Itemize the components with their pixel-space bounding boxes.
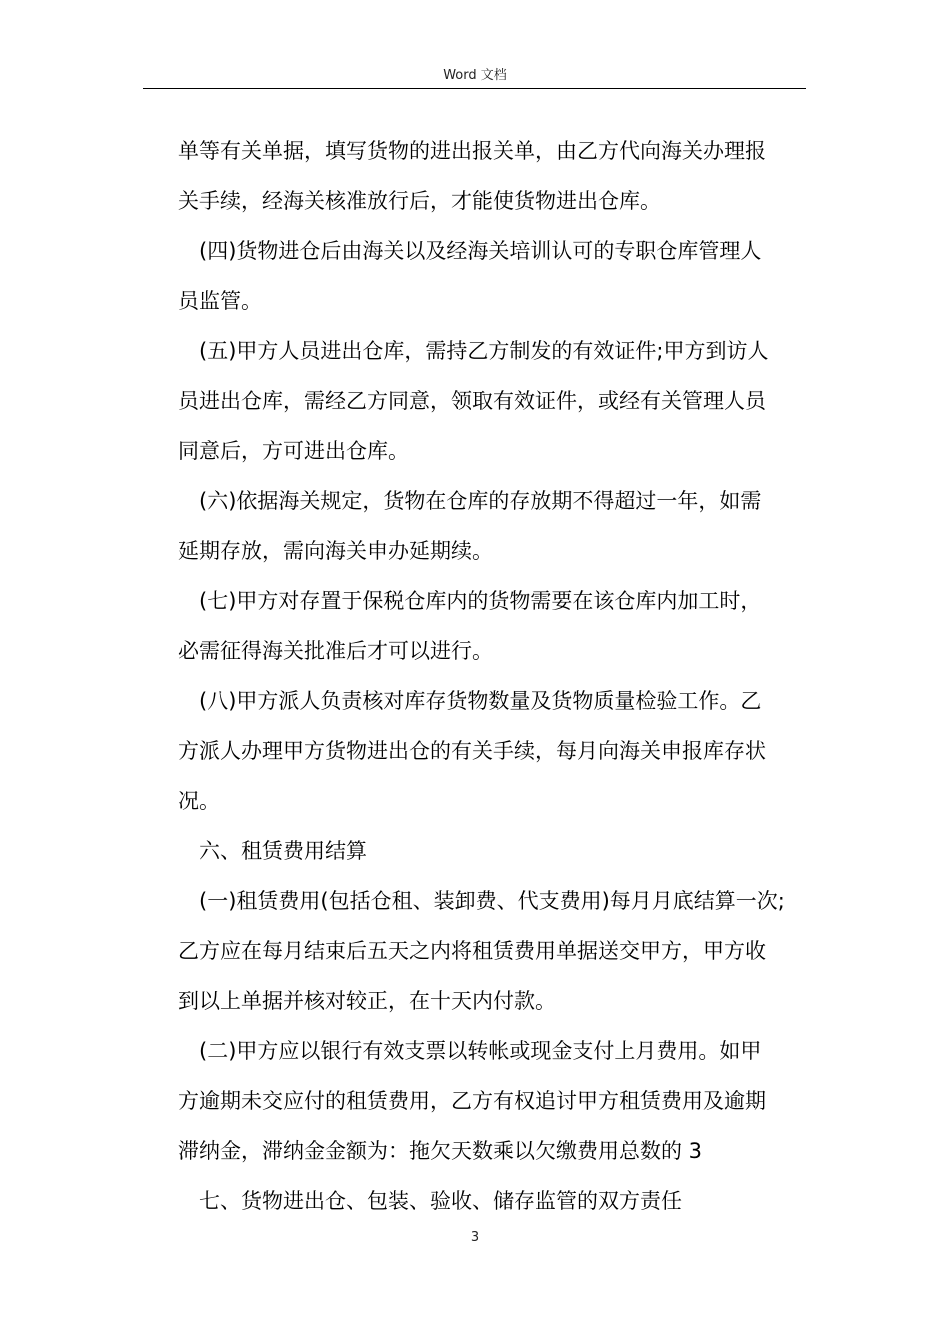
text-line: 延期存放，需向海关申办延期续。	[178, 539, 493, 563]
text-line: (一)租赁费用(包括仓租、装卸费、代支费用)每月月底结算一次;	[199, 889, 785, 913]
text-line: 方派人办理甲方货物进出仓的有关手续，每月向海关申报库存状	[178, 739, 766, 763]
text-line: (四)货物进仓后由海关以及经海关培训认可的专职仓库管理人	[199, 239, 762, 263]
text-line: (八)甲方派人负责核对库存货物数量及货物质量检验工作。乙	[199, 689, 762, 713]
text-line: 滞纳金，滞纳金金额为：拖欠天数乘以欠缴费用总数的 3	[178, 1139, 703, 1163]
document-body	[178, 126, 818, 1226]
text-line: 必需征得海关批准后才可以进行。	[178, 639, 493, 663]
text-line: 同意后，方可进出仓库。	[178, 439, 409, 463]
section-heading: 六、租赁费用结算	[199, 839, 367, 863]
text-line: 方逾期未交应付的租赁费用，乙方有权追讨甲方租赁费用及逾期	[178, 1089, 766, 1113]
text-line: 到以上单据并核对较正，在十天内付款。	[178, 989, 556, 1013]
text-line: (二)甲方应以银行有效支票以转帐或现金支付上月费用。如甲	[199, 1039, 762, 1063]
header-divider	[143, 88, 806, 89]
text-line: 乙方应在每月结束后五天之内将租赁费用单据送交甲方，甲方收	[178, 939, 766, 963]
text-line: 单等有关单据，填写货物的进出报关单，由乙方代向海关办理报	[178, 139, 766, 163]
document-header-title: Word 文档	[443, 68, 507, 83]
text-line: 况。	[178, 789, 220, 813]
text-line: 员监管。	[178, 289, 262, 313]
text-line: (七)甲方对存置于保税仓库内的货物需要在该仓库内加工时，	[199, 589, 762, 613]
page-number: 3	[470, 1230, 480, 1245]
text-line: (六)依据海关规定，货物在仓库的存放期不得超过一年，如需	[199, 489, 762, 513]
text-line: 员进出仓库，需经乙方同意，领取有效证件，或经有关管理人员	[178, 389, 766, 413]
text-line: 关手续，经海关核准放行后，才能使货物进出仓库。	[178, 189, 661, 213]
section-heading: 七、货物进出仓、包装、验收、储存监管的双方责任	[199, 1189, 682, 1213]
text-line: (五)甲方人员进出仓库，需持乙方制发的有效证件;甲方到访人	[199, 339, 769, 363]
